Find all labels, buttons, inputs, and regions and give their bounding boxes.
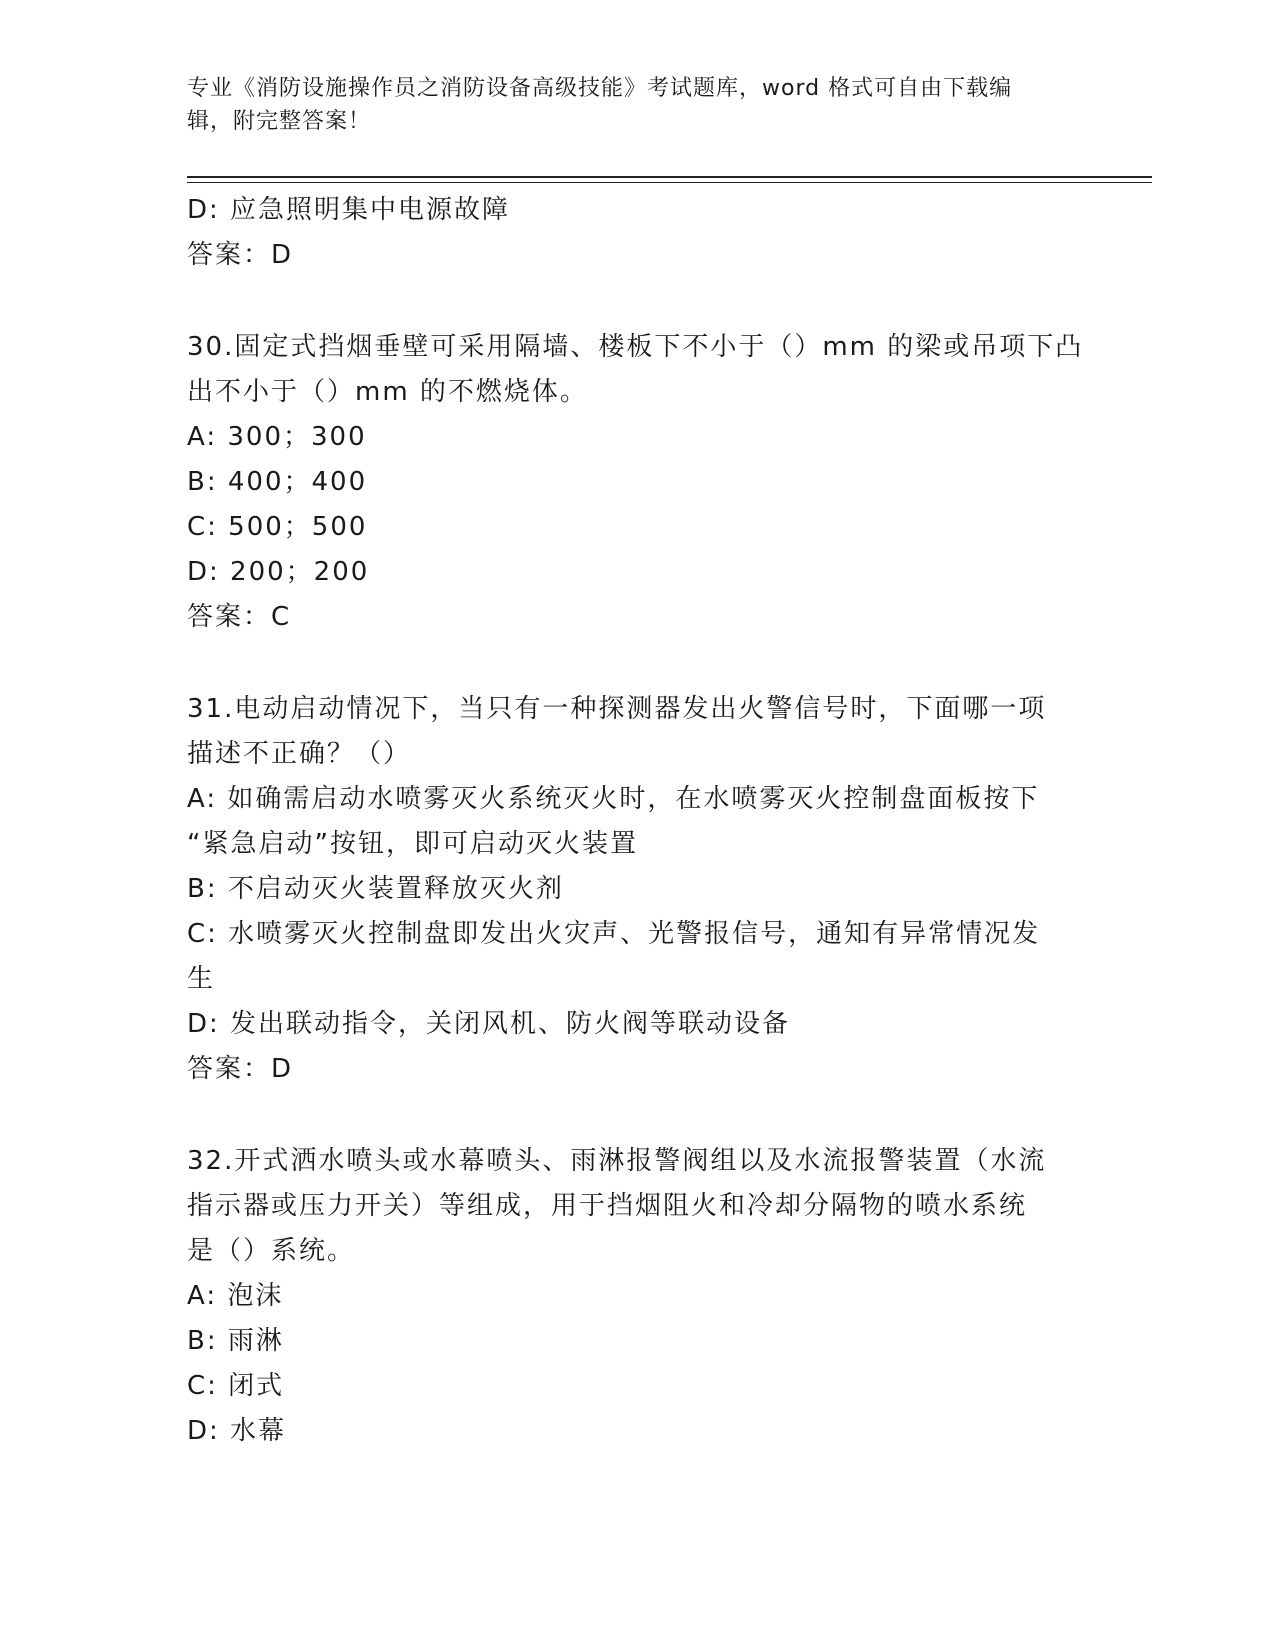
question-option-a: A: 300；300 xyxy=(187,422,367,452)
question-stem: 30.固定式挡烟垂壁可采用隔墙、楼板下不小于（）mm 的梁或吊项下凸 xyxy=(187,332,1084,362)
question-option-d: D: 200；200 xyxy=(187,557,370,587)
question-29-tail xyxy=(187,188,1087,278)
question-option-c-continued: 生 xyxy=(187,964,216,994)
question-31 xyxy=(187,687,1087,1092)
question-answer: 答案：C xyxy=(187,602,292,632)
header-line-1: 专业《消防设施操作员之消防设备高级技能》考试题库，word 格式可自由下载编 xyxy=(187,76,1013,101)
spacer xyxy=(187,640,1087,687)
header-divider-thick xyxy=(187,176,1152,178)
question-option-c: C: 闭式 xyxy=(187,1371,285,1401)
question-stem-continued: 是（）系统。 xyxy=(187,1236,356,1266)
question-option-c: C: 500；500 xyxy=(187,512,368,542)
question-option-d: D: 发出联动指令，关闭风机、防火阀等联动设备 xyxy=(187,1009,791,1039)
question-option-b: B: 400；400 xyxy=(187,467,368,497)
question-option-c: C: 水喷雾灭火控制盘即发出火灾声、光警报信号，通知有异常情况发 xyxy=(187,919,1041,949)
question-stem-continued: 指示器或压力开关）等组成，用于挡烟阻火和冷却分隔物的喷水系统 xyxy=(187,1191,1028,1221)
question-stem: 32.开式洒水喷头或水幕喷头、雨淋报警阀组以及水流报警装置（水流 xyxy=(187,1146,1047,1176)
question-option-b: B: 不启动灭火装置释放灭火剂 xyxy=(187,874,564,904)
question-30 xyxy=(187,325,1087,640)
question-option-a: A: 如确需启动水喷雾灭火系统灭火时，在水喷雾灭火控制盘面板按下 xyxy=(187,784,1040,814)
question-option-d: D: 应急照明集中电源故障 xyxy=(187,195,511,225)
question-option-b: B: 雨淋 xyxy=(187,1326,284,1356)
question-stem-continued: 出不小于（）mm 的不燃烧体。 xyxy=(187,377,588,407)
question-option-a: A: 泡沫 xyxy=(187,1281,284,1311)
question-option-a-continued: “紧急启动”按钮，即可启动灭火装置 xyxy=(187,829,638,859)
document-header xyxy=(187,72,1067,138)
question-32 xyxy=(187,1139,1087,1454)
header-divider-thin xyxy=(187,182,1152,183)
question-answer: 答案：D xyxy=(187,1054,294,1084)
header-line-2: 辑，附完整答案！ xyxy=(187,109,372,134)
question-list xyxy=(187,188,1087,1454)
question-stem: 31.电动启动情况下，当只有一种探测器发出火警信号时，下面哪一项 xyxy=(187,694,1047,724)
question-option-d: D: 水幕 xyxy=(187,1416,287,1446)
question-stem-continued: 描述不正确？（） xyxy=(187,739,412,769)
spacer xyxy=(187,1092,1087,1139)
question-answer: 答案：D xyxy=(187,240,294,270)
spacer xyxy=(187,278,1087,325)
